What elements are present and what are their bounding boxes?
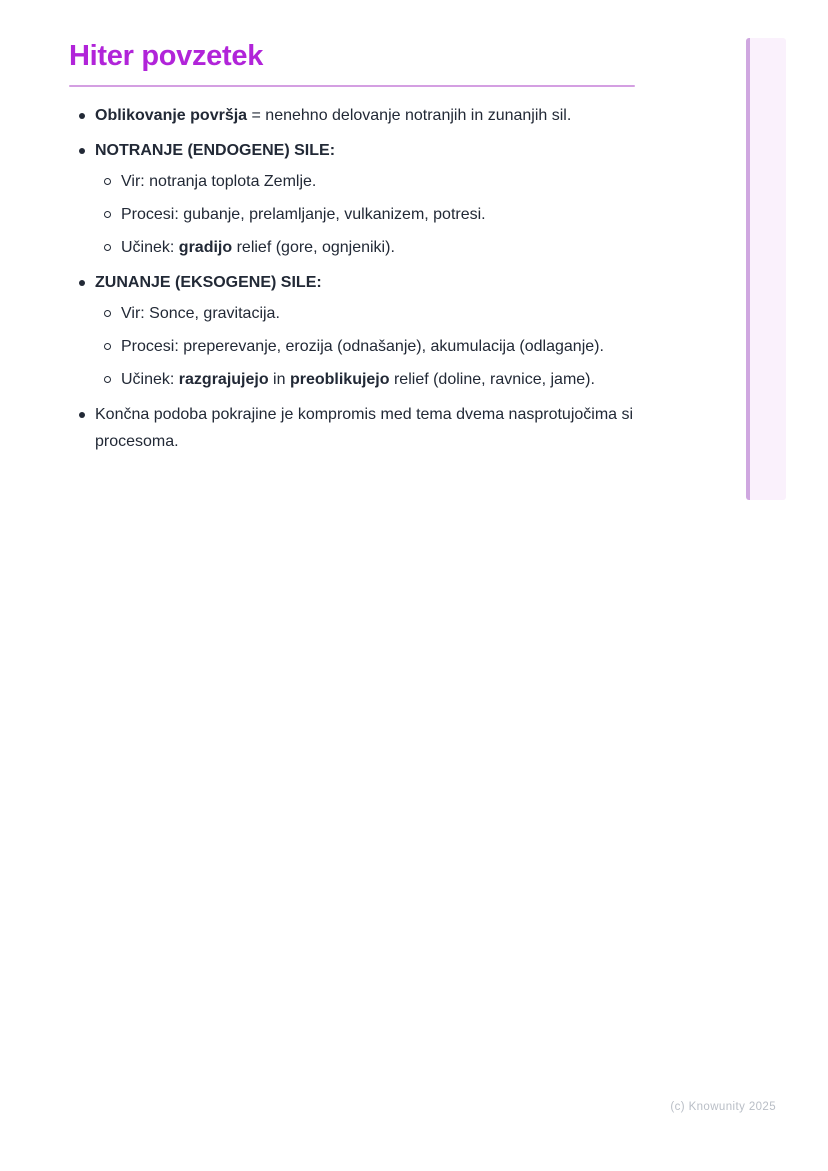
sub-item-text: Učinek: gradijo relief (gore, ognjeniki).	[121, 239, 395, 256]
list-item	[69, 137, 635, 261]
sub-item-text: Učinek: razgrajujejo in preoblikujejo relief (doline, ravnice, jame).	[121, 371, 595, 388]
sub-list-item	[95, 366, 635, 393]
bullet-icon	[79, 280, 85, 286]
list-item	[69, 401, 635, 455]
sub-list-item	[95, 234, 635, 261]
content-area	[69, 40, 635, 463]
sub-list	[95, 300, 635, 393]
list-item	[69, 269, 635, 393]
sub-list-item	[95, 168, 635, 195]
sub-item-text: Procesi: preperevanje, erozija (odnašanje), akumulacija (odlaganje).	[121, 338, 604, 355]
list-item-heading: ZUNANJE (EKSOGENE) SILE:	[95, 274, 322, 291]
summary-list	[69, 102, 635, 455]
list-item	[69, 102, 635, 129]
circle-bullet-icon	[104, 310, 111, 317]
title-underline	[69, 85, 635, 87]
list-item-heading: NOTRANJE (ENDOGENE) SILE:	[95, 142, 336, 159]
circle-bullet-icon	[104, 343, 111, 350]
list-item-text: Končna podoba pokrajine je kompromis med tema dvema nasprotujočima si procesoma.	[95, 406, 634, 450]
circle-bullet-icon	[104, 178, 111, 185]
sub-item-text: Procesi: gubanje, prelamljanje, vulkanizem, potresi.	[121, 206, 486, 223]
bullet-icon	[79, 113, 85, 119]
sub-item-text: Vir: notranja toplota Zemlje.	[121, 173, 317, 190]
list-item-text: Oblikovanje površja = nenehno delovanje notranjih in zunanjih sil.	[95, 107, 572, 124]
circle-bullet-icon	[104, 211, 111, 218]
footer-credit: (c) Knowunity 2025	[670, 1101, 776, 1113]
sub-list-item	[95, 201, 635, 228]
sub-list-item	[95, 333, 635, 360]
bullet-icon	[79, 412, 85, 418]
sub-list	[95, 168, 635, 261]
circle-bullet-icon	[104, 376, 111, 383]
sub-list-item	[95, 300, 635, 327]
sub-item-text: Vir: Sonce, gravitacija.	[121, 305, 280, 322]
side-accent-bar	[746, 38, 786, 500]
page-title: Hiter povzetek	[69, 40, 264, 72]
circle-bullet-icon	[104, 244, 111, 251]
bullet-icon	[79, 148, 85, 154]
